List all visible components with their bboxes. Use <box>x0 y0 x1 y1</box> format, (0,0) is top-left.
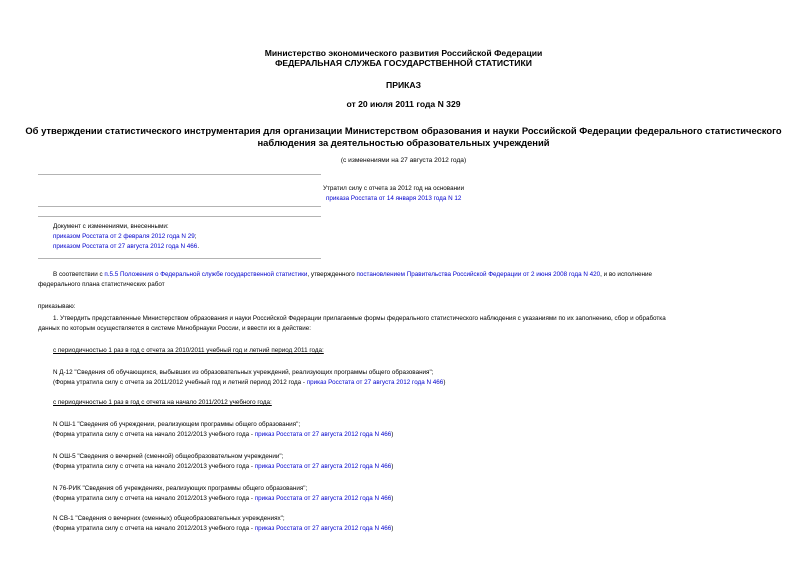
amendment-link-1[interactable]: приказом Росстата от 2 февраля 2012 года N 29 <box>53 233 195 240</box>
divider <box>38 174 321 175</box>
preamble-text: , утвержденного <box>307 271 357 278</box>
form-osh5-title: N ОШ-5 "Сведения о вечерней (сменной) общеобразовательном учреждении"; <box>53 453 284 460</box>
note-link[interactable]: приказ Росстата от 27 августа 2012 года N 466 <box>254 495 392 502</box>
amended-note: (с изменениями на 27 августа 2012 года) <box>340 157 467 164</box>
item1-line2: данных по которым осуществляется в системе Минобрнауки России, и ввести их в действие: <box>38 325 311 332</box>
form-osh5-note <box>53 462 393 471</box>
service-name: ФЕДЕРАЛЬНАЯ СЛУЖБА ГОСУДАРСТВЕННОЙ СТАТИСТИКИ <box>275 58 532 68</box>
note-text: (Форма утратила силу с отчета на начало 2012/2013 учебного года - <box>53 463 255 470</box>
form-sv1-note <box>53 524 393 533</box>
note-text: (Форма утратила силу с отчета на начало 2012/2013 учебного года - <box>53 525 255 532</box>
note-end: ) <box>391 495 394 502</box>
amendment-sep: . <box>197 243 200 250</box>
form-76rik-title: N 76-РИК "Сведения об учреждениях, реализующих программы общего образования"; <box>53 485 308 492</box>
preamble-line2: федерального плана статистических работ <box>38 281 165 288</box>
amendments-label: Документ с изменениями, внесенными: <box>53 223 169 230</box>
note-text: (Форма утратила силу с отчета на начало 2012/2013 учебного года - <box>53 431 255 438</box>
amendment-2 <box>53 242 199 251</box>
note-end: ) <box>391 431 394 438</box>
form-76rik-note <box>53 494 393 503</box>
decree-link[interactable]: постановлением Правительства Российской Федерации от 2 июня 2008 года N 420 <box>356 271 601 278</box>
note-text: (Форма утратила силу с отчета на начало 2012/2013 учебного года - <box>53 495 255 502</box>
section2-heading: с периодичностью 1 раз в год с отчета на начало 2011/2012 учебного года: <box>53 399 272 406</box>
preamble-text: В соответствии с <box>53 271 105 278</box>
note-text: (Форма утратила силу с отчета за 2011/2012 учебный год и летний период 2012 года - <box>53 379 307 386</box>
divider <box>38 258 321 259</box>
amendment-link-2[interactable]: приказом Росстата от 27 августа 2012 года N 466 <box>53 243 198 250</box>
order-word: приказываю: <box>38 303 76 310</box>
form-osh1-title: N ОШ-1 "Сведения об учреждении, реализующем программы общего образования"; <box>53 421 301 428</box>
preamble-text: , и во исполнение <box>600 271 653 278</box>
page-title-line2: наблюдения за деятельностью образовательных учреждений <box>257 137 550 148</box>
note-end: ) <box>391 463 394 470</box>
divider <box>38 206 321 207</box>
form-osh1-note <box>53 430 393 439</box>
note-link[interactable]: приказ Росстата от 27 августа 2012 года N 466 <box>254 463 392 470</box>
page-title-line1: Об утверждении статистического инструментария для организации Министерством образования и науки Российской Федерации федерального статистического <box>25 125 782 136</box>
note-end: ) <box>443 379 446 386</box>
divider <box>38 216 321 217</box>
preamble-line1 <box>53 270 768 279</box>
status-link[interactable]: приказа Росстата от 14 января 2013 года N 12 <box>326 195 462 202</box>
note-link[interactable]: приказ Росстата от 27 августа 2012 года N 466 <box>254 525 392 532</box>
form-sv1-title: N СВ-1 "Сведения о вечерних (сменных) общеобразовательных учреждениях"; <box>53 515 285 522</box>
item1-line1: 1. Утвердить представленные Министерством образования и науки Российской Федерации прилагаемые формы федерального статистического наблюдения с указаниями по их заполнению, сбор и обработка <box>53 315 666 322</box>
status-text: Утратил силу с отчета за 2012 год на основании <box>323 185 465 192</box>
amendment-1 <box>53 232 197 241</box>
section1-heading: с периодичностью 1 раз в год с отчета за 2010/2011 учебный год и летний период 2011 года: <box>53 347 324 354</box>
amendment-sep: ; <box>194 233 197 240</box>
form-d12-title: N Д-12 "Сведения об обучающихся, выбывших из образовательных учреждений, реализующих программы общего образования"; <box>53 369 434 376</box>
note-end: ) <box>391 525 394 532</box>
form-d12-note <box>53 378 445 387</box>
doc-type: ПРИКАЗ <box>386 80 421 90</box>
doc-date: от 20 июля 2011 года N 329 <box>346 99 461 109</box>
note-link[interactable]: приказ Росстата от 27 августа 2012 года N 466 <box>254 431 392 438</box>
regulation-link[interactable]: п.5.5 Положения о Федеральной службе государственной статистики <box>104 271 308 278</box>
note-link[interactable]: приказ Росстата от 27 августа 2012 года N 466 <box>306 379 444 386</box>
ministry-name: Министерство экономического развития Российской Федерации <box>264 48 543 58</box>
